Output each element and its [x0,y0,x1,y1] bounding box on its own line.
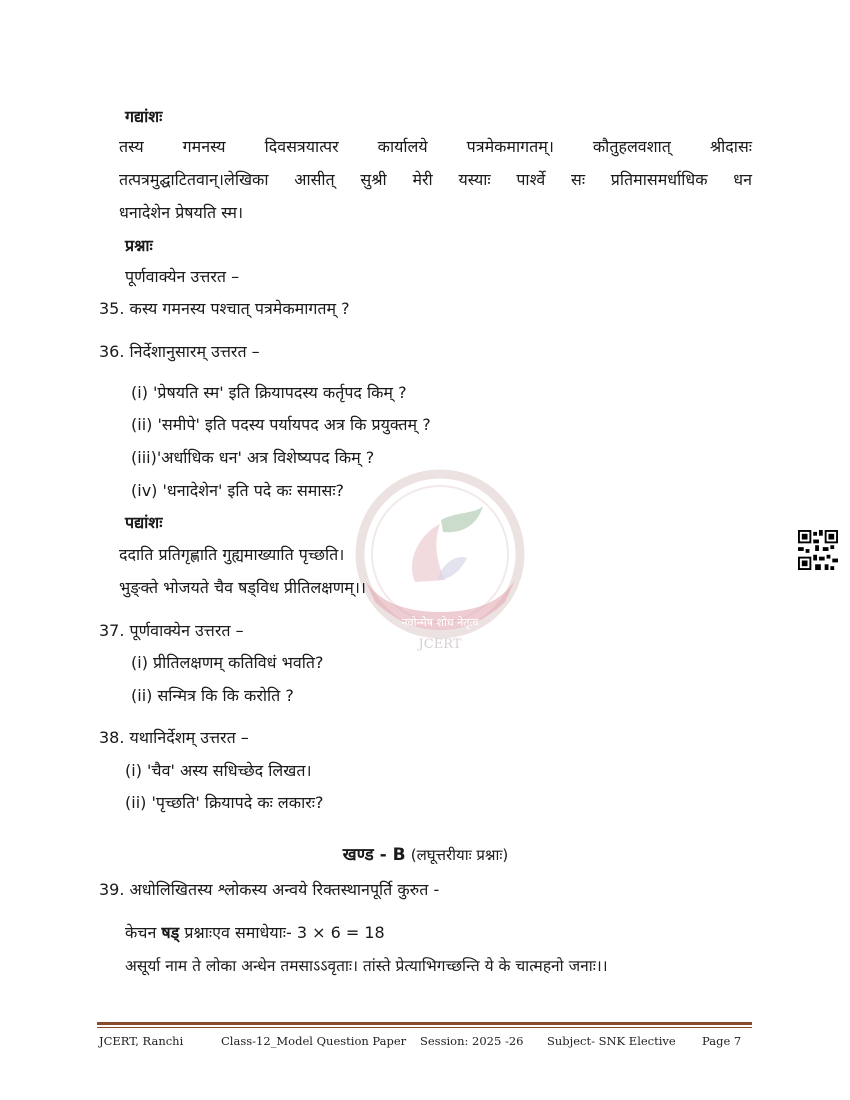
instruction-text: पूर्णवाक्येन उत्तरत – [125,267,240,286]
footer-page-number: Page 7 [702,1034,742,1048]
prose-line-1: तस्य गमनस्य दिवसत्रयात्पर कार्यालये पत्रमेकमागतम्। कौतुहलवशात् श्रीदासः [119,137,752,156]
question-39-title: 39. अधोलिखितस्य श्लोकस्य अन्वये रिक्तस्थानपूर्ति कुरुत - [99,880,440,899]
question-37-item-2: (ii) सन्मित्र कि कि करोति ? [131,686,294,705]
question-38-title: 38. यथानिर्देशम् उत्तरत – [99,728,249,747]
jcert-watermark-logo [345,462,535,652]
footer-rule-thin [97,1027,752,1028]
question-36-item-2: (ii) 'समीपे' इति पदस्य पर्यायपद अत्र कि प्रयुक्तम् ? [131,415,431,434]
watermark-motto: नवोन्मेष शोध नेतृत्व [401,616,479,629]
verse-line-2: भुङ्क्ते भोजयते चैव षड्विध प्रीतिलक्षणम्।। [119,578,366,597]
section-b-heading [99,844,752,866]
question-37-title: 37. पूर्णवाक्येन उत्तरत – [99,621,244,640]
footer-org: JCERT, Ranchi [99,1034,184,1048]
verse-line-1: ददाति प्रतिगृह्णाति गुह्यमाख्याति पृच्छति। [119,545,345,564]
footer-subject: Subject- SNK Elective [547,1034,676,1048]
footer-rule-thick [97,1022,752,1025]
qr-code-icon[interactable] [798,530,838,570]
question-38-item-1: (i) 'चैव' अस्य सधिच्छेद लिखत। [125,761,312,780]
passage-heading-prose: गद्यांशः [125,107,163,126]
instruction-count: षड् [161,923,180,942]
prose-line-3: धनादेशेन प्रेषयति स्म। [119,203,244,222]
question-36-title: 36. निर्देशानुसारम् उत्तरत – [99,342,260,361]
passage-heading-verse: पद्यांशः [125,513,163,532]
question-37-item-1: (i) प्रीतिलक्षणम् कतिविधं भवति? [131,653,324,672]
question-39-instruction [125,922,385,944]
footer-session: Session: 2025 -26 [420,1034,524,1048]
section-b-subtitle: (लघूत्तरीयाः प्रश्नाः) [410,846,509,864]
question-39-verse: असूर्या नाम ते लोका अन्धेन तमसाऽऽवृताः। तांस्ते प्रेत्याभिगच्छन्ति ये के चात्महनो जनाः।। [125,957,608,975]
question-36-item-1: (i) 'प्रेषयति स्म' इति क्रियापदस्य कर्तृपद किम् ? [131,383,407,402]
prose-line-2: तत्पत्रमुद्घाटितवान्।लेखिका आसीत् सुश्री मेरी यस्याः पार्श्वे सः प्रतिमासमर्धाधिक धन [119,170,752,189]
question-36-item-3: (iii)'अर्धाधिक धन' अत्र विशेष्यपद किम् ? [131,448,375,467]
questions-heading: प्रश्नाः [125,236,153,255]
question-36-item-4: (iv) 'धनादेशेन' इति पदे कः समासः? [131,481,345,500]
footer-paper: Class-12_Model Question Paper [221,1034,407,1048]
question-35: 35. कस्य गमनस्य पश्चात् पत्रमेकमागतम् ? [99,299,350,318]
instruction-pre: केचन [125,923,157,942]
section-b-label: खण्ड - B [342,845,406,865]
question-38-item-2: (ii) 'पृच्छति' क्रियापदे कः लकारः? [125,793,324,812]
instruction-post: प्रश्नाःएव समाधेयाः- 3 × 6 = 18 [184,923,385,942]
watermark-org: JCERT [418,637,462,652]
